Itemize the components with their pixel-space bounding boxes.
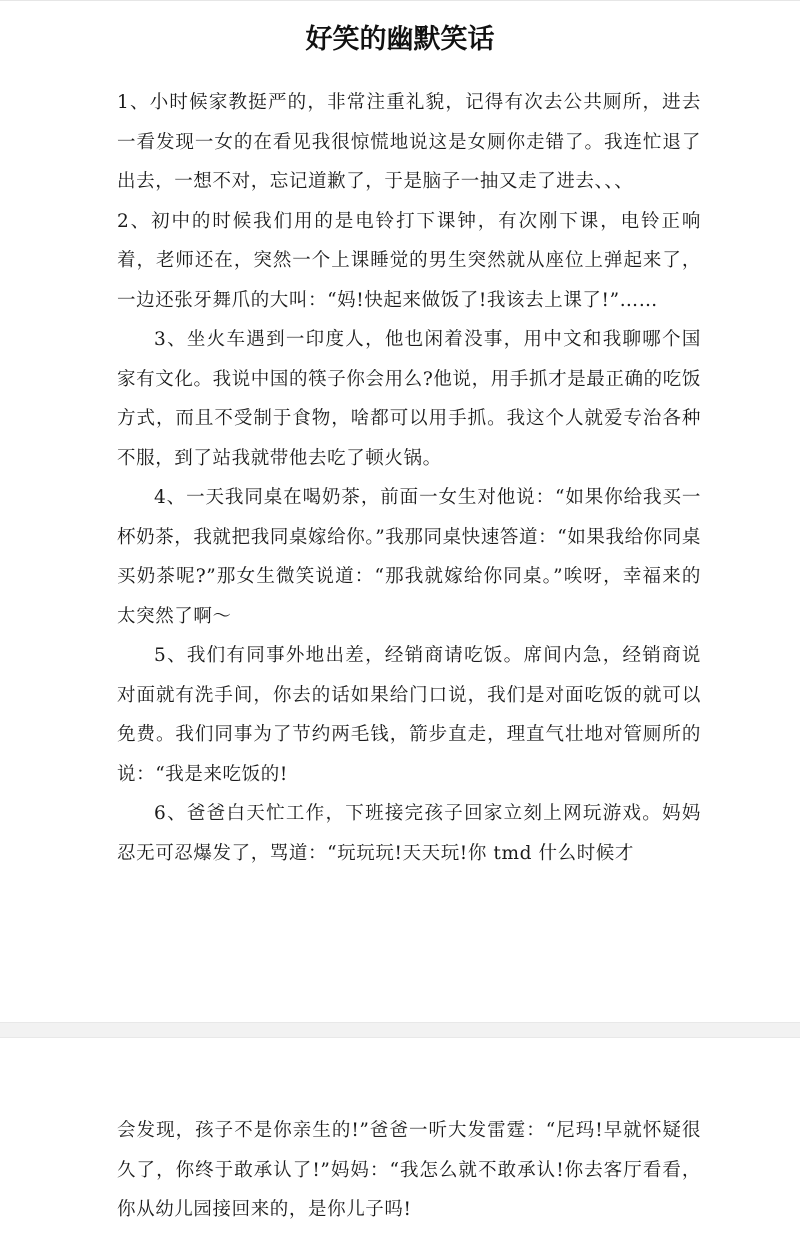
joke-paragraph-6-continued: 会发现，孩子不是你亲生的!”爸爸一听大发雷霆：“尼玛!早就怀疑很久了，你终于敢承认了!”妈妈：“我怎么就不敢承认!你去客厅看看，你从幼儿园接回来的，是你儿子吗! xyxy=(117,1120,701,1220)
document-title: 好笑的幽默笑话 xyxy=(305,24,495,55)
joke-paragraph-2: 2、初中的时候我们用的是电铃打下课钟，有次刚下课，电铃正响着，老师还在，突然一个上课睡觉的男生突然就从座位上弹起来了，一边还张牙舞爪的大叫：“妈!快起来做饭了!我该去上课了!”…… xyxy=(117,210,701,311)
page-1-body xyxy=(117,83,701,873)
joke-paragraph-4: 4、一天我同桌在喝奶茶，前面一女生对他说：“如果你给我买一杯奶茶，我就把我同桌嫁给你。”我那同桌快速答道：“如果我给你同桌买奶茶呢?”那女生微笑说道：“那我就嫁给你同桌。”唉呀，幸福来的太突然了啊～ xyxy=(117,487,701,627)
page-separator xyxy=(0,1022,800,1038)
joke-paragraph-6: 6、爸爸白天忙工作，下班接完孩子回家立刻上网玩游戏。妈妈忍无可忍爆发了，骂道：“玩玩玩!天天玩!你 tmd 什么时候才 xyxy=(117,803,701,864)
joke-paragraph-1: 1、小时候家教挺严的，非常注重礼貌，记得有次去公共厕所，进去一看发现一女的在看见我很惊慌地说这是女厕你走错了。我连忙退了出去，一想不对，忘记道歉了，于是脑子一抽又走了进去、、、 xyxy=(117,92,701,192)
document-page-2 xyxy=(0,1038,800,1241)
joke-paragraph-3: 3、坐火车遇到一印度人，他也闲着没事，用中文和我聊哪个国家有文化。我说中国的筷子你会用么?他说，用手抓才是最正确的吃饭方式，而且不受制于食物，啥都可以用手抓。我这个人就爱专治各种不服，到了站我就带他去吃了顿火锅。 xyxy=(117,329,701,469)
joke-paragraph-5: 5、我们有同事外地出差，经销商请吃饭。席间内急，经销商说对面就有洗手间，你去的话如果给门口说，我们是对面吃饭的就可以免费。我们同事为了节约两毛钱，箭步直走，理直气壮地对管厕所的说：“我是来吃饭的! xyxy=(117,645,701,785)
page-2-body xyxy=(117,1111,701,1230)
